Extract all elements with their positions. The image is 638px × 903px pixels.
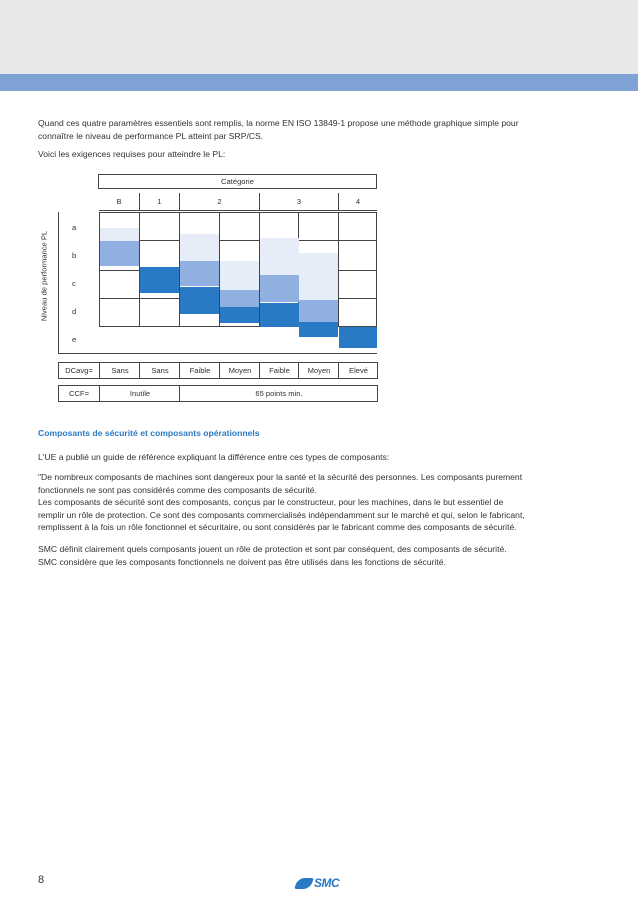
ccf-row <box>58 385 378 402</box>
ccf-value-2: 65 points min. <box>179 386 378 401</box>
bar-3a-dark <box>260 303 299 327</box>
bar-1-dark <box>140 267 179 293</box>
p2-line-5: remplissent à la fois un rôle fonctionnel et sécuritaire, ou sont considérés par le fabricant comme des composants de sécurité. <box>38 522 517 532</box>
section-heading: Composants de sécurité et composants opérationnels <box>38 428 260 438</box>
intro-line-1: Quand ces quatre paramètres essentiels sont remplis, la norme EN ISO 13849-1 propose une méthode graphique simple pour <box>38 118 519 128</box>
category-b: B <box>99 193 139 211</box>
requirements-text: Voici les exigences requises pour atteindre le PL: <box>38 149 226 159</box>
dcavg-value-1: Sans <box>99 363 140 378</box>
page-number: 8 <box>38 874 45 886</box>
category-4: 4 <box>338 193 377 211</box>
category-title: Catégorie <box>98 174 377 189</box>
bar-4-dark <box>339 327 377 348</box>
category-1: 1 <box>139 193 179 211</box>
section-paragraph-2 <box>38 471 598 534</box>
section-paragraph-1: L'UE a publié un guide de référence expliquant la différence entre ces types de composants: <box>38 452 390 462</box>
bar-3a-light <box>260 238 299 275</box>
section-paragraph-3 <box>38 543 598 568</box>
intro-paragraph <box>38 117 598 142</box>
pl-level-e: e <box>72 335 77 344</box>
pl-level-b: b <box>72 251 77 260</box>
p2-line-1: "De nombreux composants de machines sont dangereux pour la santé et la sécurité des personnes. Les composants purement <box>38 472 523 482</box>
pl-level-a: a <box>72 223 77 232</box>
header-accent-band <box>0 74 638 91</box>
bar-2a-dark <box>180 287 219 314</box>
p2-line-4: remplir un rôle de protection. Ce sont des composants commercialisés indépendamment sur le marché et qui, selon le fabricant, <box>38 509 525 520</box>
header-band <box>0 0 638 74</box>
smc-logo-icon <box>294 878 314 889</box>
dcavg-value-7: Elevé <box>338 363 378 378</box>
bar-2a-light <box>180 234 219 261</box>
bar-3b-medium <box>299 300 338 322</box>
p2-line-2: fonctionnels ne sont pas considérés comme des composants de sécurité. <box>38 484 317 495</box>
bar-3b-light <box>299 253 338 300</box>
p2-line-3: Les composants de sécurité sont des composants, conçus par le constructeur, pour les machines, dans le but essentiel de <box>38 497 504 507</box>
bar-2a-medium <box>180 261 219 286</box>
bar-2b-dark <box>220 307 259 323</box>
ccf-label: CCF= <box>68 389 90 398</box>
bar-2b-light <box>220 261 259 290</box>
category-3: 3 <box>259 193 338 211</box>
bar-3a-medium <box>260 275 299 302</box>
dcavg-value-3: Faible <box>179 363 220 378</box>
dcavg-row <box>58 362 378 379</box>
dcavg-value-5: Faible <box>259 363 299 378</box>
dcavg-value-6: Moyen <box>298 363 339 378</box>
dcavg-value-4: Moyen <box>219 363 260 378</box>
y-axis-label: Niveau de performance PL <box>39 230 49 322</box>
ccf-value-1: Inutile <box>99 386 180 401</box>
bar-3b-dark <box>299 322 338 337</box>
bar-b-light <box>100 228 139 241</box>
smc-logo-text: SMC <box>314 876 340 890</box>
intro-line-2: connaître le niveau de performance PL atteint par SRP/CS. <box>38 130 264 141</box>
smc-logo <box>296 876 339 890</box>
dcavg-value-2: Sans <box>139 363 180 378</box>
dcavg-label: DCavg= <box>65 366 93 375</box>
pl-level-c: c <box>72 279 76 288</box>
p3-line-1: SMC définit clairement quels composants jouent un rôle de protection et sont par conséquent, des composants de sécurité. <box>38 544 507 554</box>
bar-b-medium <box>100 241 139 266</box>
bar-2b-medium <box>220 290 259 307</box>
pl-level-d: d <box>72 307 77 316</box>
p3-line-2: SMC considère que les composants fonctionnels ne doivent pas être utilisés dans les fonctions de sécurité. <box>38 556 446 567</box>
y-axis-label-box <box>38 212 50 340</box>
category-2: 2 <box>179 193 259 211</box>
